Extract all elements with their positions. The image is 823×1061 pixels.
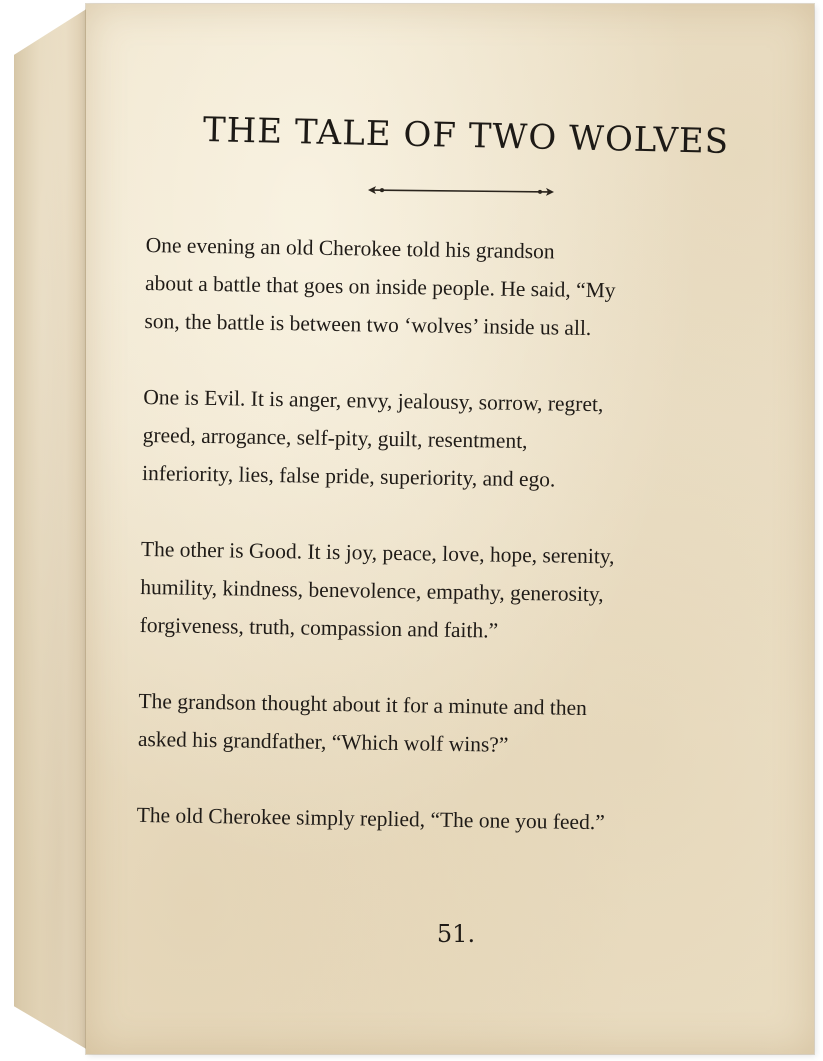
story-paragraph-evil: One is Evil. It is anger, envy, jealousy, sorrow, regret, greed, arrogance, self-pity, guilt, resentment, inferiority, lies, false pride, superiority, and ego. [141, 384, 604, 492]
canvas-front-face [86, 4, 814, 1054]
canvas-side-edge [14, 8, 88, 1050]
story-paragraph-good: The other is Good. It is joy, peace, love, hope, serenity, humility, kindness, benevolence, empathy, generosity, forgiveness, truth, compassion and faith.” [139, 536, 615, 643]
story-paragraph-intro: One evening an old Cherokee told his grandson about a battle that goes on inside people. He said, “My son, the battle is between two ‘wolves’ inside us all. [144, 232, 616, 341]
page-number: 51. [436, 920, 476, 948]
story-paragraph-answer: The old Cherokee simply replied, “The one you feed.” [136, 802, 605, 835]
story-text [136, 226, 745, 843]
artwork-title: THE TALE OF TWO WOLVES [202, 110, 730, 162]
story-paragraph-question: The grandson thought about it for a minute and then asked his grandfather, “Which wolf wins?” [137, 688, 588, 757]
flourish-divider-icon [366, 183, 556, 199]
